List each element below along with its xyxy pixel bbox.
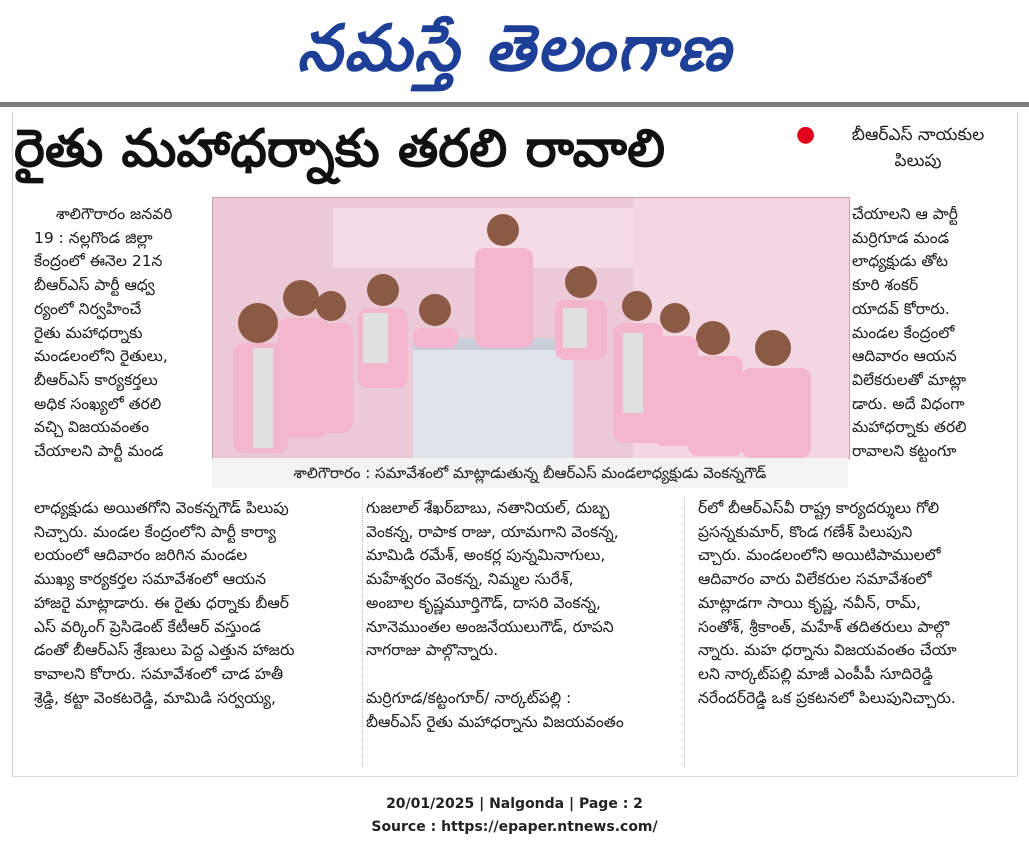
text-line: లని నార్కట్‌పల్లి మాజీ ఎంపీపీ సూదిరెడ్డి: [698, 664, 933, 683]
text-line: నాగరాజు పాల్గొన్నారు.: [366, 641, 499, 660]
text-line: రైతు మహాధర్నాకు: [34, 323, 143, 342]
column-middle-subsection: [366, 687, 666, 734]
text-line: కావాలని కోరారు. సమావేశంలో చాడ హతీ: [34, 664, 284, 683]
page-border-right: [1017, 112, 1018, 776]
text-line: ప్రసన్నకుమార్, కొండ గణేశ్ పిలుపుని: [698, 522, 913, 541]
text-line: ఎస్ వర్కింగ్ ప్రెసిడెంట్ కేటీఆర్ వస్తుండ: [34, 617, 261, 636]
text-line: వచ్చి విజయవంతం: [34, 418, 150, 437]
text-line: హాజరై మాట్లాడారు. ఈ రైతు ధర్నాకు బీఆర్: [34, 593, 289, 612]
photo-caption: శాలిగౌరారం : సమావేశంలో మాట్లాడుతున్న బీఆర్ఎస్ మండలాధ్యక్షుడు వెంకన్నగౌడ్: [212, 458, 848, 488]
text-line: మామిడి రమేశ్, అంకర్ల పున్నమినాగులు,: [366, 546, 606, 565]
bottom-rule: [12, 776, 1017, 777]
masthead-rule: [0, 102, 1029, 107]
text-line: లాధ్యక్షుడు అయితగోని వెంకన్నగౌడ్ పిలుపు: [34, 499, 289, 517]
text-line: మహాధర్నాకు తరలి: [852, 418, 967, 437]
text-line: శాలిగౌరారం జనవరి: [56, 205, 173, 223]
deck-bullet-icon: ●: [796, 122, 816, 147]
text-line: మహేశ్వరం వెంకన్న, నిమ్మల సురేశ్,: [366, 570, 574, 589]
text-line: లాధ్యక్షుడు తోట: [852, 252, 948, 271]
dateline: మర్రిగూడ/కట్టంగూర్/ నార్కట్‌పల్లి :: [366, 689, 572, 707]
text-line: న్నారు. మహ ధర్నాను విజయవంతం చేయా: [698, 641, 957, 660]
text-line: నిచ్చారు. మండల కేంద్రంలోని పార్టీ కార్యా: [34, 522, 276, 541]
footer-date-edition: 20/01/2025 | Nalgonda | Page : 2: [386, 796, 643, 812]
masthead: [0, 0, 1029, 100]
text-line: మండలంలోని రైతులు,: [34, 347, 168, 366]
text-line: నూనెముంతల అంజనేయులుగౌడ్, రూపని: [366, 617, 614, 636]
text-line: శ్రెడ్డి, కట్టా వెంకటరెడ్డి, మామిడి సర్వయ్య,: [34, 688, 276, 707]
text-line: బీఆర్ఎస్ కార్యకర్తలు: [34, 370, 158, 389]
column-middle: [366, 497, 666, 663]
text-line: గుజలాల్ శేఖర్‌బాబు, నతానియల్, దుబ్బ: [366, 499, 610, 517]
article-photo: [212, 197, 850, 459]
text-line: సంతోశ్, శ్రీకాంత్, మహేశ్ తదితరులు పాల్గొ: [698, 617, 950, 636]
text-line: ర్యంలో నిర్వహించే: [34, 299, 142, 318]
text-line: యాదవ్ కోరారు.: [852, 299, 950, 318]
text-line: చేయాలని ఆ పార్టీ: [852, 205, 958, 223]
column-divider: [684, 497, 686, 767]
column-left-top: [34, 203, 210, 464]
deck-line: పిలుపు: [894, 151, 942, 171]
text-line: బీఆర్ఎస్ రైతు మహాధర్నాను విజయవంతం: [366, 712, 624, 731]
text-line: బీఆర్ఎస్ పార్టీ ఆధ్వ: [34, 276, 155, 295]
column-right-top: [852, 203, 1017, 464]
text-line: డంతో బీఆర్ఎస్ శ్రేణులు పెద్ద ఎత్తున హాజరు: [34, 641, 295, 660]
text-line: నరేందర్‌రెడ్డి ఒక ప్రకటనలో పిలుపునిచ్చారు.: [698, 688, 956, 707]
article-deck: [818, 122, 1018, 174]
article-headline: రైతు మహాధర్నాకు తరలి రావాలి: [14, 119, 666, 179]
column-bottom-left: [34, 497, 364, 710]
text-line: అధిక సంఖ్యలో తరలి: [34, 394, 162, 413]
text-line: మాట్లాడగా సాయి కృష్ణ, నవీన్, రామ్,: [698, 593, 921, 612]
text-line: కూరి శంకర్: [852, 276, 919, 295]
masthead-logo: నమస్తే తెలంగాణ: [296, 12, 733, 86]
text-line: లయంలో ఆదివారం జరిగిన మండల: [34, 546, 248, 565]
column-bottom-right: [698, 497, 1018, 710]
footer-source: Source : https://epaper.ntnews.com/: [371, 819, 658, 835]
text-line: ఆదివారం ఆయన: [852, 347, 957, 366]
text-line: వెంకన్న, రాపాక రాజు, యామగాని వెంకన్న,: [366, 522, 619, 541]
text-line: చ్చారు. మండలంలోని అయిటిపాములలో: [698, 546, 941, 565]
text-line: అంబాల కృష్ణమూర్తిగౌడ్, దాసరి వెంకన్న,: [366, 593, 601, 612]
text-line: ఆదివారం వారు విలేకరుల సమావేశంలో: [698, 570, 932, 589]
text-line: కేంద్రంలో ఈనెల 21న: [34, 252, 163, 271]
column-divider: [362, 497, 364, 767]
text-line: మండల కేంద్రంలో: [852, 323, 955, 342]
text-line: డారు. అదే విధంగా: [852, 394, 965, 413]
deck-line: బీఆర్ఎస్ నాయకుల: [851, 125, 985, 145]
text-line: ముఖ్య కార్యకర్తల సమావేశంలో ఆయన: [34, 570, 266, 589]
text-line: రావాలని కట్టంగూ: [852, 442, 957, 461]
text-line: 19 : నల్లగొండ జిల్లా: [34, 228, 153, 247]
text-line: మర్రిగూడ మండ: [852, 228, 950, 247]
page-border-left: [12, 112, 13, 776]
text-line: చేయాలని పార్టీ మండ: [34, 442, 164, 461]
text-line: ర్‌లో బీఆర్ఎస్‌వీ రాష్ట్ర కార్యదర్శులు గోలి: [698, 499, 940, 517]
photo-illustration: [213, 198, 849, 458]
text-line: విలేకరులతో మాట్లా: [852, 370, 967, 389]
